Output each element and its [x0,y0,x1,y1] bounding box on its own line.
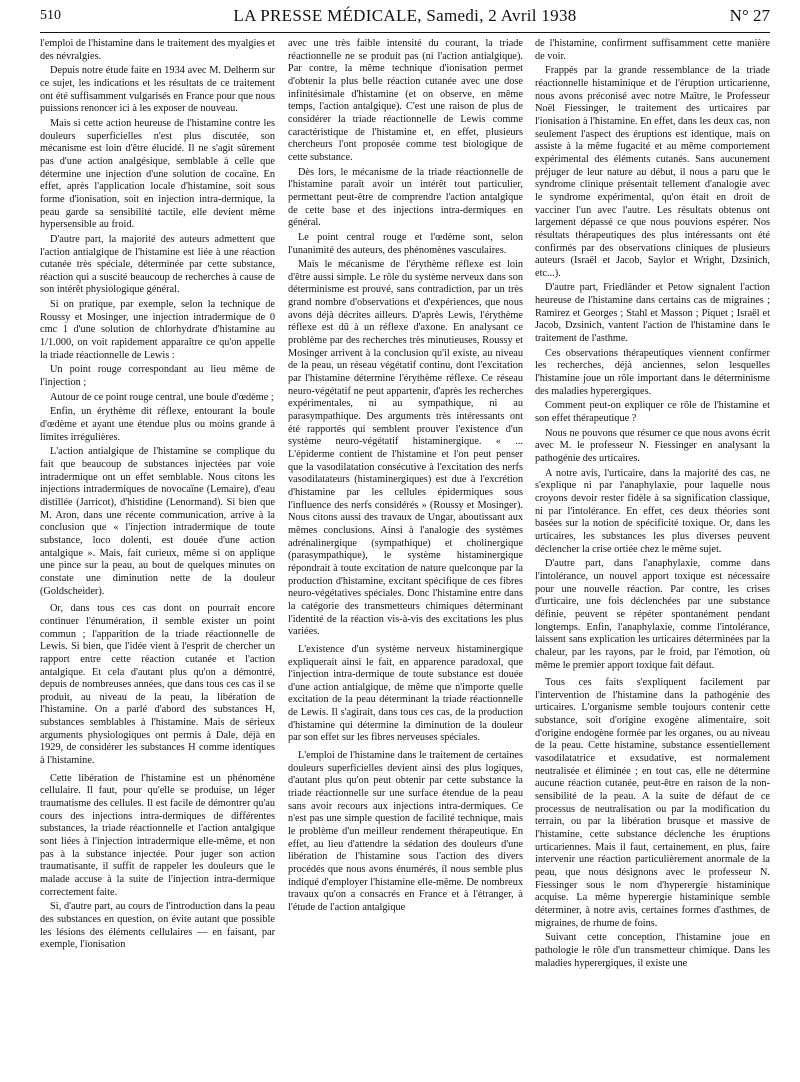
paragraph: Comment peut-on expliquer ce rôle de l'histamine et son effet thérapeutique ? [535,400,770,425]
column-2 [288,38,523,1078]
paragraph: Un point rouge correspondant au lieu même de l'injection ; [40,364,275,389]
paragraph: L'emploi de l'histamine dans le traitement de certaines douleurs superficielles devient ainsi des plus logiques, d'autant plus qu'on peut obtenir par cette substance la triade réactionnelle sur une surface étendue de la peau sans avoir recours aux injections intra-dermiques. Ce n'est pas une simple question de facilité technique, mais le problème d'un meilleur rendement thérapeutique. En effet, au lieu d'attendre la sédation des douleurs d'une libération de l'histamine sous l'action des divers procédés que nous avons énumérés, il nous semble plus indiqué d'employer l'histamine elle-même. De nombreux travaux qu'on a consacrés en France et à l'étranger, à l'étude de l'action antalgique [288,750,523,913]
paragraph: Autour de ce point rouge central, une boule d'œdème ; [50,391,274,403]
paragraph: Mais le mécanisme de l'érythème réflexe est loin d'être aussi simple. Le rôle du système nerveux dans son déterminisme est prouvé, sans contradiction, par un très grand nombre d'observations et d'expériences, que nous avons déjà décrites ailleurs. D'après Lewis, l'érythème réflexe est dû à un réflexe d'axone. En analysant ce problème par des recherches très minutieuses, Roussy et Mosinger arrivent à la conclusion qu'il existe, au niveau de la peau, un réseau végétatif continu, dont l'excitation par l'histamine détermine l'érythème réflexe. Ce réseau neuro-végétatif ne peut appartenir, d'après les recherches expérimentales, ni au sympathique, ni au parasympathique. Des arguments très intéressants ont été rapportés qui semblent prouver l'existence d'un système neuro-végétatif histaminergique. « ... L'épiderme contient de l'histamine et l'on peut penser que la vasodilatation consécutive à l'excitation des nerfs vasodilatateurs (histaminergiques) est due à l'excrétion d'histamine par les cellules épidermiques sous l'influence des nerfs considérés » (Roussy et Mosinger). Nous citons aussi des travaux de Ungar, aboutissant aux mêmes conclusions. Ainsi à l'analogie des systèmes adrénalinergique (sympathique) et cholinergique (parasympathique), le système histaminergique répondrait à toute excitation de nature quelconque par la production d'histamine, excitant spécifique de ces fibres neuro-végétatives spéciales. Donc l'histamine entre dans la catégorie des transmetteurs chimiques déterminant l'identité de la réaction vis-à-vis des excitations les plus variées. [288,259,523,638]
paragraph: Mais si cette action heureuse de l'histamine contre les douleurs superficielles n'est plus discutée, son mécanisme est loin d'être élucidé. Il ne s'agit sûrement pas d'une action analgésique, semblable à celle que détermine une injection d'une solution de cocaïne. En effet, après l'application locale d'histamine, soit sous forme d'ionisation, soit en injection intra-dermique, la peau garde sa sensibilité tactile, elle devient même hypersensible au froid. [40,117,275,231]
page-header [40,6,770,32]
paragraph: L'existence d'un système nerveux histaminergique expliquerait ainsi le fait, en apparence paradoxal, que l'injection intra-dermique de toute substance est douée d'une action antialgique, de même que n'importe quelle excitation de la peau déterminant la triade réactionnelle de Lewis. Il s'agirait, dans tous ces cas, de la production d'histamine qui détermine la diminution de la douleur par son effet sur les fibres nerveuses spéciales. [288,643,523,744]
paragraph: l'emploi de l'histamine dans le traitement des myalgies et des névralgies. [40,38,275,62]
paragraph: Suivant cette conception, l'histamine joue en pathologie le rôle d'un transmetteur chimique. Dans les maladies hyperergiques, il existe une [535,932,770,969]
paragraph: D'autre part, la majorité des auteurs admettent que l'action antialgique de l'histamine est liée à une réaction cutanée très spéciale, déterminée par cette substance, réaction qui a suscité beaucoup de recherches à cause de son intérêt physiologique général. [40,233,275,296]
paragraph: Si, d'autre part, au cours de l'introduction dans la peau des substances en question, on évite autant que possible les lésions des éléments cellulaires — en faisant, par exemple, l'ionisation [40,901,275,951]
paragraph: A notre avis, l'urticaire, dans la majorité des cas, ne s'explique ni par l'anaphylaxie, pour laquelle nous croyons devoir rester fidèle à sa signification classique, ni par l'intolérance. En effet, ces deux théories sont basées sur la notion de spécificité toxique. Or, dans les urticaires, les substances les plus diverses peuvent déclencher la crise ortiée chez le même sujet. [535,467,770,555]
paragraph: Or, dans tous ces cas dont on pourrait encore continuer l'énumération, il semble exister un point commun ; l'apparition de la triade réactionnelle de Lewis. Si bien, que l'idée vient à l'esprit de chercher un rapport entre cette réaction cutanée et l'action antalgique. Et cela d'autant plus qu'on a démontré, depuis de nombreuses années, que dans tous ces cas il se produit, au niveau de la peau, la libération de l'histamine. On a parlé d'abord des substances H, substances semblables à l'histamine. Mais de sérieux arguments physiologiques ont permis à Dale, déjà en 1929, de considérer les substances H comme identiques à l'histamine. [40,603,275,767]
paragraph: Le point central rouge et l'œdème sont, selon l'unanimité des auteurs, des phénomènes vasculaires. [288,231,523,256]
column-3 [535,38,770,1078]
paragraph: Ces observations thérapeutiques viennent confirmer les recherches, déjà anciennes, selon lesquelles l'histamine joue un rôle important dans le déterminisme des maladies hyperergiques. [535,347,770,397]
issue-number: N° 27 [729,6,770,25]
page-number: 510 [40,8,61,23]
column-1 [40,38,275,1078]
paragraph: Depuis notre étude faite en 1934 avec M. Delherm sur ce sujet, les indications et les résultats de ce traitement ont été suffisamment vulgarisés en France pour que nous puissions renoncer ici à les exposer de nouveau. [40,65,275,115]
paragraph: Dès lors, le mécanisme de la triade réactionnelle de l'histamine paraît avoir un intérêt tout particulier, permettant peut-être de comprendre l'action antalgique de cette base et des injections intra-dermiques en général. [288,166,523,229]
header-rule [40,32,770,33]
paragraph: Tous ces faits s'expliquent facilement par l'intervention de l'histamine dans la pathogénie des urticaires. L'organisme semble toujours contenir cette substance, soit d'origine exogène alimentaire, soit d'origine endogène formée par les organes, ou au niveau de la peau. Cette histamine, substance essentiellement vasodilatatrice et exsudative, est normalement neutralisée et éliminée ; en tout cas, elle ne détermine aucune réaction cutanée, peut-être en raison de la non-sensibilité de la peau. A la suite de défaut de ce processus de neutralisation ou par la modification du terrain, ou par la libération brusque et massive de l'histamine, cette substance déclenche les éruptions urticariennes. Mais il faut, certainement, en plus, faire intervenir une réaction particulièrement anormale de la peau, que nous désignons avec le professeur N. Fiessinger sous le nom d'hyperergie histaminique acquise. La même hyperergie histaminique semble déterminer, à notre avis, certaines formes d'asthmes, de migraines, de rhume de foins. [535,677,770,929]
paragraph: Enfin, un érythème dit réflexe, entourant la boule d'œdème et ayant une étendue plus ou moins grande à limites irrégulières. [40,406,275,443]
paragraph: Nous ne pouvons que résumer ce que nous avons écrit avec M. le professeur N. Fiessinger en analysant la pathogénie des urticaires. [535,427,770,464]
article-body [40,38,770,1078]
journal-title: LA PRESSE MÉDICALE, Samedi, 2 Avril 1938 [233,6,577,25]
paragraph: L'action antialgique de l'histamine se complique du fait que beaucoup de substances injectées par voie intradermique ont un effet semblable. Nous citons les injections intradermiques de novocaïne (Lemaire), d'eau distillée (Jarricot), d'histidine (Lenormand). Si bien que M. Aron, dans une récente communication, arrive à la conclusion que « l'injection intradermique de toute substance, loco dolenti, est douée d'une action antalgique ». Mais, fait curieux, même si on applique une pince sur la peau, au bout de quelques minutes on constate une diminution nette de la douleur (Goldscheider). [40,446,275,597]
paragraph: D'autre part, dans l'anaphylaxie, comme dans l'intolérance, un nouvel apport toxique est nécessaire pour une nouvelle réaction. Par contre, les crises d'urticaire, une fois déclenchées par une substance définie, peuvent se répéter spontanément pendant longtemps. Enfin, l'anaphylaxie, comme l'intolérance, laissent sans explication les urticaires déterminées par la chaleur, par les rayons, par le froid, par l'émotion, où même le premier apport toxique fait défaut. [535,558,770,671]
paragraph: Frappés par la grande ressemblance de la triade réactionnelle histaminique et de l'éruption urticarienne, nous avons préconisé avec notre Maître, le Professeur Noël Fiessinger, le traitement des urticaires par l'ionisation à l'histamine. En effet, dans les deux cas, non seulement l'aspect des éruptions est identique, mais on assiste à la même fugacité et au même comportement expérimental des éléments cutanés. Sans aucunement préjuger de leur nature au début, il nous a paru que le syndrome clinique présentait tellement d'analogie avec le syndrome expérimental, qu'on était en droit de vacciner l'un avec l'autre. Les résultats obtenus ont largement dépassé ce que nous pouvions espérer. Nos résultats thérapeutiques des plus intéressants ont été confirmés par des observations cliniques de plusieurs auteurs (Israël et Jacob, Saylor et Wright, Dzsinich, etc...). [535,65,770,279]
paragraph: Cette libération de l'histamine est un phénomène cellulaire. Il faut, pour qu'elle se produise, un léger traumatisme des cellules. Il est facile de démontrer qu'au cours des injections intra-dermiques de différentes substances, la triade réactionnelle et l'action antalgique sont liées à l'injection intradermique elle-même, et non pas à la substance injectée. Pour juger son action traumatisante, il suffit de rappeler les douleurs que le malade accuse à la suite de l'injection intra-dermique correctement faite. [40,772,275,898]
paragraph: de l'histamine, confirment suffisamment cette manière de voir. [535,38,770,62]
paragraph: Si on pratique, par exemple, selon la technique de Roussy et Mosinger, une injection intradermique de 0 cmc 1 d'une solution de chlorhydrate d'histamine au 1/1.000, on voit rapidement apparaître ce qu'on appelle la triade réactionnelle de Lewis : [40,299,275,361]
paragraph: avec une très faible intensité du courant, la triade réactionnelle ne se produit pas (ni l'action antialgique). Par contre, la même technique d'ionisation permet d'obtenir la plus belle réaction cutanée avec une dose infinitésimale d'histamine (et on observe, en même temps, l'action antalgique). C'est une raison de plus de considérer la triade réactionnelle de Lewis comme caractéristique de l'histamine et, en effet, plusieurs chercheurs l'ont proposée comme test biologique de cette substance. [288,38,523,163]
paragraph: D'autre part, Friedländer et Petow signalent l'action heureuse de l'histamine dans certains cas de migraines ; Ramirez et Georges ; Stahl et Masson ; Piquet ; Israël et Jacob, Dzsinich, vantent l'action de l'histamine dans le traitement de l'asthme. [535,282,770,345]
